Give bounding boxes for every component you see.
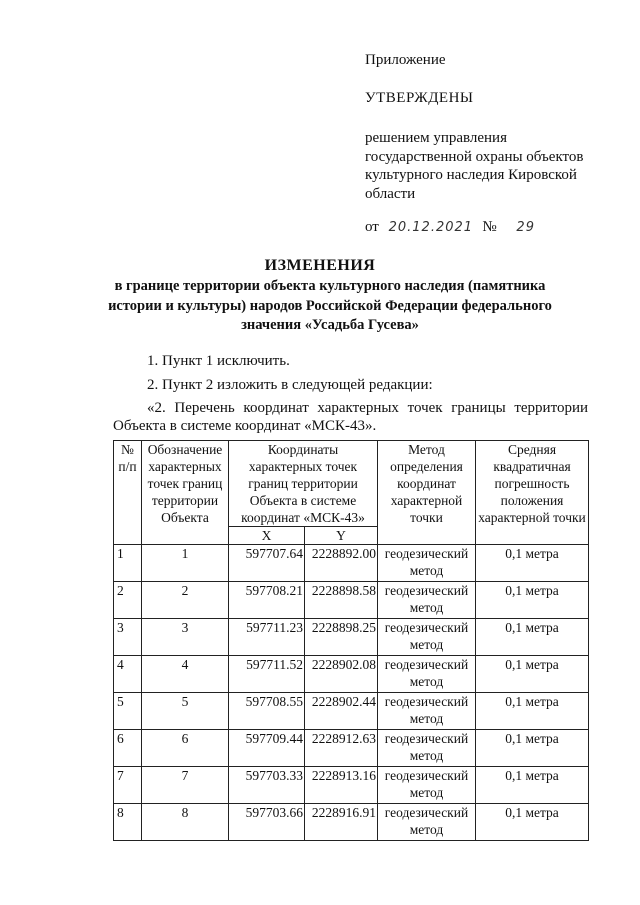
cell-no: 4 <box>114 656 142 693</box>
method-line: геодезический <box>384 546 469 561</box>
table-row <box>114 804 589 841</box>
header-point: Обозначение характерных точек границ территории Объекта <box>142 441 229 545</box>
cell-no: 6 <box>114 730 142 767</box>
cell-point: 3 <box>142 619 229 656</box>
paragraph-item-1: 1. Пункт 1 исключить. <box>147 353 290 369</box>
cell-x: 597711.23 <box>229 619 305 656</box>
cell-no: 7 <box>114 767 142 804</box>
cell-x: 597709.44 <box>229 730 305 767</box>
header-method: Метод определения координат характерной точки <box>378 441 476 545</box>
cell-no: 8 <box>114 804 142 841</box>
method-line: метод <box>409 600 444 615</box>
cell-x: 597703.66 <box>229 804 305 841</box>
paragraph-item-3 <box>113 399 588 435</box>
table-row <box>114 619 589 656</box>
header-error: Средняя квадратичная погрешность положения характерной точки <box>476 441 589 545</box>
cell-method <box>378 582 476 619</box>
method-line: геодезический <box>384 583 469 598</box>
cell-x: 597708.55 <box>229 693 305 730</box>
header-y: Y <box>305 527 378 545</box>
cell-error: 0,1 метра <box>476 656 589 693</box>
authority-line: государственной охраны объектов <box>365 148 584 165</box>
cell-point: 4 <box>142 656 229 693</box>
method-line: метод <box>409 674 444 689</box>
number-label: № <box>482 219 497 235</box>
paragraph-line: Объекта в системе координат «МСК-43». <box>113 418 377 434</box>
document-title: ИЗМЕНЕНИЯ <box>264 257 376 274</box>
method-line: геодезический <box>384 768 469 783</box>
table-row <box>114 693 589 730</box>
method-line: геодезический <box>384 620 469 635</box>
header-coordinates: Координаты характерных точек границ территории Объекта в системе координат «МСК-43» <box>229 441 378 527</box>
method-line: метод <box>409 637 444 652</box>
method-line: геодезический <box>384 694 469 709</box>
date-number-line <box>365 218 535 237</box>
method-line: метод <box>409 711 444 726</box>
cell-y: 2228916.91 <box>305 804 378 841</box>
subtitle-line: значения «Усадьба Гусева» <box>241 317 419 333</box>
authority-line: решением управления <box>365 130 507 146</box>
method-line: метод <box>409 785 444 800</box>
header-x: X <box>229 527 305 545</box>
method-line: геодезический <box>384 805 469 820</box>
cell-y: 2228912.63 <box>305 730 378 767</box>
cell-error: 0,1 метра <box>476 582 589 619</box>
approval-authority <box>365 129 615 203</box>
method-line: метод <box>409 822 444 837</box>
table-row <box>114 767 589 804</box>
cell-y: 2228913.16 <box>305 767 378 804</box>
cell-error: 0,1 метра <box>476 767 589 804</box>
table-header-row <box>114 441 589 527</box>
cell-y: 2228902.44 <box>305 693 378 730</box>
cell-method <box>378 656 476 693</box>
paragraph-line: «2. Перечень координат характерных точек границы территории <box>147 400 588 416</box>
cell-error: 0,1 метра <box>476 619 589 656</box>
subtitle-line: истории и культуры) народов Российской Федерации федерального <box>108 297 552 314</box>
method-line: метод <box>409 563 444 578</box>
cell-no: 5 <box>114 693 142 730</box>
cell-method <box>378 693 476 730</box>
cell-y: 2228898.58 <box>305 582 378 619</box>
cell-x: 597708.21 <box>229 582 305 619</box>
cell-error: 0,1 метра <box>476 804 589 841</box>
table-row <box>114 730 589 767</box>
header-no: № п/п <box>114 441 142 545</box>
table-row <box>114 582 589 619</box>
subtitle-line: в границе территории объекта культурного наследия (памятника <box>114 278 546 294</box>
document-subtitle <box>90 277 570 336</box>
cell-method <box>378 804 476 841</box>
cell-no: 2 <box>114 582 142 619</box>
cell-method <box>378 767 476 804</box>
cell-point: 6 <box>142 730 229 767</box>
cell-error: 0,1 метра <box>476 693 589 730</box>
method-line: геодезический <box>384 657 469 672</box>
appendix-label: Приложение <box>365 52 446 68</box>
table-row <box>114 545 589 582</box>
paragraph-item-2: 2. Пункт 2 изложить в следующей редакции: <box>147 377 433 393</box>
cell-y: 2228892.00 <box>305 545 378 582</box>
cell-point: 8 <box>142 804 229 841</box>
cell-method <box>378 619 476 656</box>
handwritten-number: 29 <box>516 220 535 235</box>
cell-method <box>378 545 476 582</box>
cell-method <box>378 730 476 767</box>
cell-y: 2228902.08 <box>305 656 378 693</box>
cell-point: 2 <box>142 582 229 619</box>
authority-line: культурного наследия Кировской <box>365 167 577 183</box>
cell-no: 1 <box>114 545 142 582</box>
approved-label: УТВЕРЖДЕНЫ <box>365 90 474 106</box>
authority-line: области <box>365 185 416 202</box>
cell-x: 597707.64 <box>229 545 305 582</box>
cell-x: 597711.52 <box>229 656 305 693</box>
table-row <box>114 656 589 693</box>
method-line: геодезический <box>384 731 469 746</box>
cell-point: 7 <box>142 767 229 804</box>
cell-error: 0,1 метра <box>476 545 589 582</box>
method-line: метод <box>409 748 444 763</box>
date-prefix: от <box>365 219 379 235</box>
cell-point: 1 <box>142 545 229 582</box>
cell-point: 5 <box>142 693 229 730</box>
handwritten-date: 20.12.2021 <box>388 220 474 235</box>
coordinates-table <box>113 440 589 841</box>
cell-x: 597703.33 <box>229 767 305 804</box>
cell-no: 3 <box>114 619 142 656</box>
cell-error: 0,1 метра <box>476 730 589 767</box>
cell-y: 2228898.25 <box>305 619 378 656</box>
